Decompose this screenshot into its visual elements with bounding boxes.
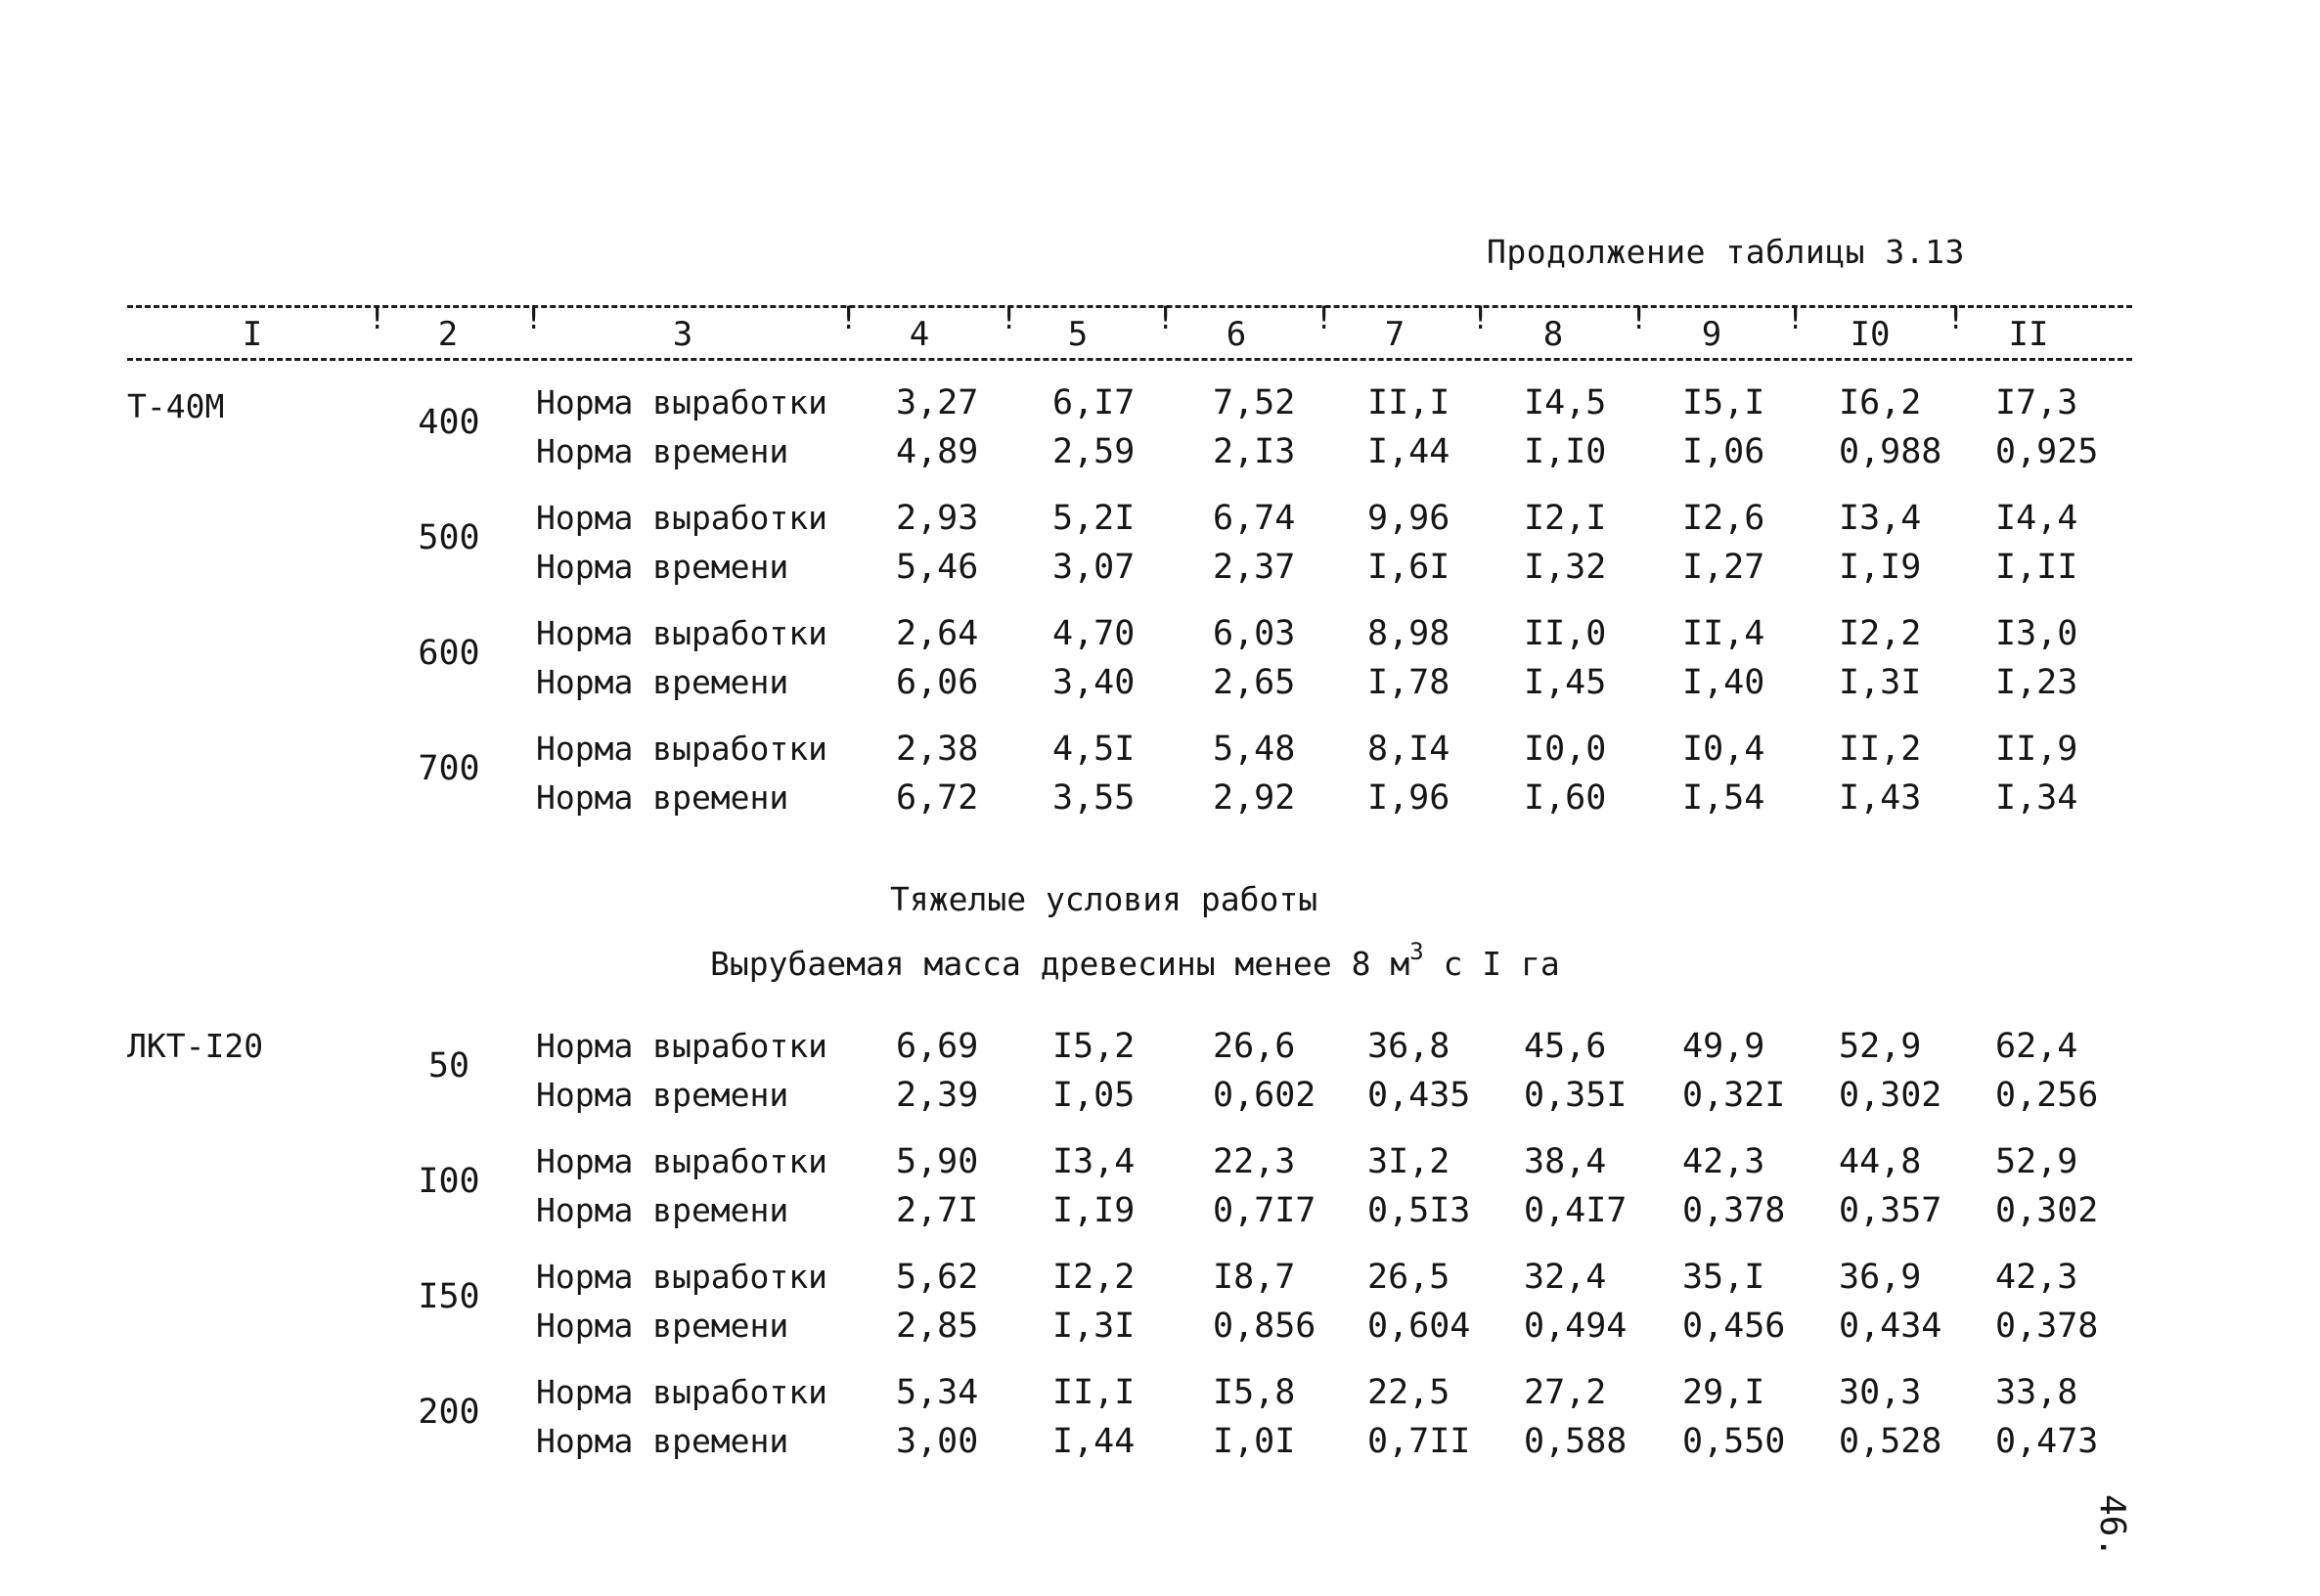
normal-cell: 6,06: [896, 663, 979, 702]
heavy-cell: 6,69: [896, 1027, 979, 1066]
normal-cell: I,96: [1367, 778, 1450, 818]
heavy-row-label: Норма выработки: [536, 1373, 828, 1411]
normal-cell: I3,4: [1839, 499, 1922, 538]
header-col-7: 7: [1384, 315, 1405, 354]
heavy-cell: 2,39: [896, 1076, 979, 1115]
heavy-cell: 0,494: [1524, 1307, 1628, 1346]
normal-cell: 8,I4: [1367, 730, 1450, 769]
heavy-cell: 0,856: [1213, 1307, 1316, 1346]
normal-cell: 3,40: [1052, 663, 1136, 702]
heavy-cell: 2,85: [896, 1307, 979, 1346]
normal-brand: Т-40М: [127, 387, 225, 425]
normal-cell: II,9: [1995, 730, 2078, 769]
heavy-cell: I3,4: [1052, 1142, 1136, 1181]
normal-row-label: Норма времени: [536, 663, 789, 701]
heavy-cell: 35,I: [1682, 1258, 1765, 1297]
cubic-superscript: 3: [1409, 938, 1424, 965]
heavy-row-label: Норма выработки: [536, 1027, 828, 1065]
heavy-cell: 49,9: [1682, 1027, 1765, 1066]
header-separator: !: [1000, 299, 1019, 336]
heavy-cell: 36,8: [1367, 1027, 1450, 1066]
header-bottom-rule: [127, 358, 2132, 361]
normal-cell: I6,2: [1839, 383, 1922, 422]
heavy-cell: 0,256: [1995, 1076, 2099, 1115]
header-col-4: 4: [909, 315, 930, 354]
heavy-cell: 0,602: [1213, 1076, 1316, 1115]
normal-cell: 2,38: [896, 730, 979, 769]
heavy-cell: 3I,2: [1367, 1142, 1450, 1181]
normal-load-4: 700: [418, 749, 480, 788]
normal-cell: I0,4: [1682, 730, 1765, 769]
header-separator: !: [839, 299, 859, 336]
normal-row-label: Норма выработки: [536, 383, 828, 421]
table-caption: Продолжение таблицы 3.13: [1487, 233, 1965, 271]
heavy-row-label: Норма времени: [536, 1422, 789, 1460]
heavy-cell: 0,378: [1682, 1191, 1786, 1230]
heavy-cell: I,3I: [1052, 1307, 1136, 1346]
heavy-cell: 0,32I: [1682, 1076, 1786, 1115]
heavy-cell: 29,I: [1682, 1373, 1765, 1412]
normal-cell: I4,5: [1524, 383, 1607, 422]
header-col-2: 2: [437, 315, 459, 354]
normal-cell: 6,03: [1213, 614, 1296, 653]
normal-cell: II,4: [1682, 614, 1765, 653]
normal-cell: 5,2I: [1052, 499, 1136, 538]
normal-cell: I,I9: [1839, 548, 1922, 587]
normal-row-label: Норма выработки: [536, 499, 828, 537]
heavy-cell: 0,604: [1367, 1307, 1471, 1346]
normal-cell: 2,92: [1213, 778, 1296, 818]
header-col-1: I: [242, 315, 263, 354]
header-top-rule: [127, 305, 2132, 308]
normal-cell: 8,98: [1367, 614, 1450, 653]
header-separator: !: [1315, 299, 1334, 336]
heavy-load-3: I50: [418, 1277, 480, 1316]
normal-cell: 3,55: [1052, 778, 1136, 818]
normal-cell: 0,925: [1995, 432, 2099, 471]
normal-cell: I,34: [1995, 778, 2078, 818]
heavy-cell: 0,378: [1995, 1307, 2099, 1346]
normal-cell: I4,4: [1995, 499, 2078, 538]
normal-cell: II,I: [1367, 383, 1450, 422]
normal-row-label: Норма выработки: [536, 730, 828, 768]
normal-cell: II,0: [1524, 614, 1607, 653]
normal-cell: I,6I: [1367, 548, 1450, 587]
heavy-cell: I2,2: [1052, 1258, 1136, 1297]
normal-cell: 6,74: [1213, 499, 1296, 538]
heavy-cell: 38,4: [1524, 1142, 1607, 1181]
heavy-cell: I,0I: [1213, 1422, 1296, 1461]
heavy-cell: 5,90: [896, 1142, 979, 1181]
header-separator: !: [1786, 299, 1806, 336]
heavy-cell: 33,8: [1995, 1373, 2078, 1412]
heavy-cell: I,44: [1052, 1422, 1136, 1461]
normal-cell: I,II: [1995, 548, 2078, 587]
normal-cell: I,78: [1367, 663, 1450, 702]
normal-cell: I7,3: [1995, 383, 2078, 422]
heavy-cell: 3,00: [896, 1422, 979, 1461]
header-separator: !: [1629, 299, 1649, 336]
normal-cell: 9,96: [1367, 499, 1450, 538]
normal-load-1: 400: [418, 403, 480, 442]
heavy-cell: 0,35I: [1524, 1076, 1628, 1115]
normal-cell: I,43: [1839, 778, 1922, 818]
heavy-load-4: 200: [418, 1393, 480, 1432]
normal-cell: I,27: [1682, 548, 1765, 587]
normal-cell: I,3I: [1839, 663, 1922, 702]
header-separator: !: [1471, 299, 1491, 336]
normal-cell: 2,59: [1052, 432, 1136, 471]
heavy-cell: 5,62: [896, 1258, 979, 1297]
normal-cell: 2,64: [896, 614, 979, 653]
section-heading-heavy-conditions: Тяжелые условия работы: [890, 880, 1318, 918]
normal-cell: 2,65: [1213, 663, 1296, 702]
heavy-cell: 0,302: [1995, 1191, 2099, 1230]
normal-cell: 3,07: [1052, 548, 1136, 587]
normal-cell: 6,72: [896, 778, 979, 818]
normal-row-label: Норма выработки: [536, 614, 828, 652]
normal-row-label: Норма времени: [536, 548, 789, 586]
normal-cell: I2,I: [1524, 499, 1607, 538]
heavy-cell: 62,4: [1995, 1027, 2078, 1066]
heavy-cell: 0,5I3: [1367, 1191, 1471, 1230]
normal-cell: 0,988: [1839, 432, 1942, 471]
normal-cell: 4,89: [896, 432, 979, 471]
normal-cell: II,2: [1839, 730, 1922, 769]
heavy-row-label: Норма времени: [536, 1076, 789, 1114]
heavy-cell: 0,473: [1995, 1422, 2099, 1461]
header-separator: !: [368, 299, 387, 336]
normal-row-label: Норма времени: [536, 778, 789, 817]
heavy-cell: 45,6: [1524, 1027, 1607, 1066]
heavy-cell: 26,6: [1213, 1027, 1296, 1066]
normal-cell: 4,5I: [1052, 730, 1136, 769]
header-separator: !: [1156, 299, 1176, 336]
heavy-cell: I,05: [1052, 1076, 1136, 1115]
heavy-load-1: 50: [427, 1046, 470, 1086]
heavy-cell: 32,4: [1524, 1258, 1607, 1297]
heavy-cell: 2,7I: [896, 1191, 979, 1230]
normal-cell: I,I0: [1524, 432, 1607, 471]
normal-cell: 4,70: [1052, 614, 1136, 653]
header-separator: !: [524, 299, 544, 336]
heavy-cell: 0,302: [1839, 1076, 1942, 1115]
heavy-cell: 26,5: [1367, 1258, 1450, 1297]
heavy-cell: 0,7II: [1367, 1422, 1471, 1461]
normal-cell: I,23: [1995, 663, 2078, 702]
heavy-cell: I5,8: [1213, 1373, 1296, 1412]
normal-cell: 2,I3: [1213, 432, 1296, 471]
normal-cell: 6,I7: [1052, 383, 1136, 422]
normal-cell: 3,27: [896, 383, 979, 422]
header-col-11: II: [2008, 315, 2049, 354]
normal-cell: 7,52: [1213, 383, 1296, 422]
normal-cell: I5,I: [1682, 383, 1765, 422]
normal-cell: 2,37: [1213, 548, 1296, 587]
heavy-cell: I,I9: [1052, 1191, 1136, 1230]
heavy-row-label: Норма времени: [536, 1191, 789, 1229]
heavy-cell: I5,2: [1052, 1027, 1136, 1066]
heavy-cell: 0,588: [1524, 1422, 1628, 1461]
normal-cell: I,40: [1682, 663, 1765, 702]
section-heading-wood-volume-text: Вырубаемая масса древесины менее 8 м: [710, 945, 1410, 983]
header-col-8: 8: [1542, 315, 1564, 354]
normal-cell: I0,0: [1524, 730, 1607, 769]
heavy-cell: 0,550: [1682, 1422, 1786, 1461]
heavy-row-label: Норма времени: [536, 1307, 789, 1345]
header-col-3: 3: [672, 315, 693, 354]
heavy-cell: 30,3: [1839, 1373, 1922, 1412]
page-number: 46.: [2092, 1494, 2132, 1559]
normal-cell: 5,46: [896, 548, 979, 587]
heavy-row-label: Норма выработки: [536, 1142, 828, 1180]
normal-cell: 2,93: [896, 499, 979, 538]
heavy-cell: 0,456: [1682, 1307, 1786, 1346]
section-heading-wood-volume: [710, 938, 1560, 983]
normal-cell: I2,2: [1839, 614, 1922, 653]
heavy-cell: 0,528: [1839, 1422, 1942, 1461]
header-col-5: 5: [1067, 315, 1089, 354]
heavy-cell: 22,5: [1367, 1373, 1450, 1412]
heavy-cell: 5,34: [896, 1373, 979, 1412]
normal-load-2: 500: [418, 518, 480, 557]
heavy-cell: 42,3: [1995, 1258, 2078, 1297]
header-col-6: 6: [1226, 315, 1247, 354]
normal-cell: I,45: [1524, 663, 1607, 702]
heavy-brand: ЛКТ-I20: [127, 1027, 264, 1065]
normal-cell: I,32: [1524, 548, 1607, 587]
normal-row-label: Норма времени: [536, 432, 789, 470]
normal-cell: I,54: [1682, 778, 1765, 818]
heavy-cell: 52,9: [1839, 1027, 1922, 1066]
heavy-cell: II,I: [1052, 1373, 1136, 1412]
normal-cell: I,06: [1682, 432, 1765, 471]
section-heading-wood-volume-suffix: с I га: [1423, 945, 1560, 983]
heavy-cell: 42,3: [1682, 1142, 1765, 1181]
heavy-cell: 0,4I7: [1524, 1191, 1628, 1230]
heavy-cell: 22,3: [1213, 1142, 1296, 1181]
header-col-10: I0: [1850, 315, 1891, 354]
normal-cell: I3,0: [1995, 614, 2078, 653]
normal-cell: I,60: [1524, 778, 1607, 818]
normal-cell: I2,6: [1682, 499, 1765, 538]
heavy-load-2: I00: [418, 1162, 480, 1201]
heavy-cell: 27,2: [1524, 1373, 1607, 1412]
heavy-cell: I8,7: [1213, 1258, 1296, 1297]
normal-load-3: 600: [418, 634, 480, 673]
heavy-cell: 0,434: [1839, 1307, 1942, 1346]
heavy-cell: 0,435: [1367, 1076, 1471, 1115]
heavy-row-label: Норма выработки: [536, 1258, 828, 1296]
heavy-cell: 52,9: [1995, 1142, 2078, 1181]
heavy-cell: 44,8: [1839, 1142, 1922, 1181]
header-separator: !: [1946, 299, 1966, 336]
heavy-cell: 0,357: [1839, 1191, 1942, 1230]
heavy-cell: 0,7I7: [1213, 1191, 1316, 1230]
normal-cell: I,44: [1367, 432, 1450, 471]
heavy-cell: 36,9: [1839, 1258, 1922, 1297]
header-col-9: 9: [1701, 315, 1722, 354]
normal-cell: 5,48: [1213, 730, 1296, 769]
